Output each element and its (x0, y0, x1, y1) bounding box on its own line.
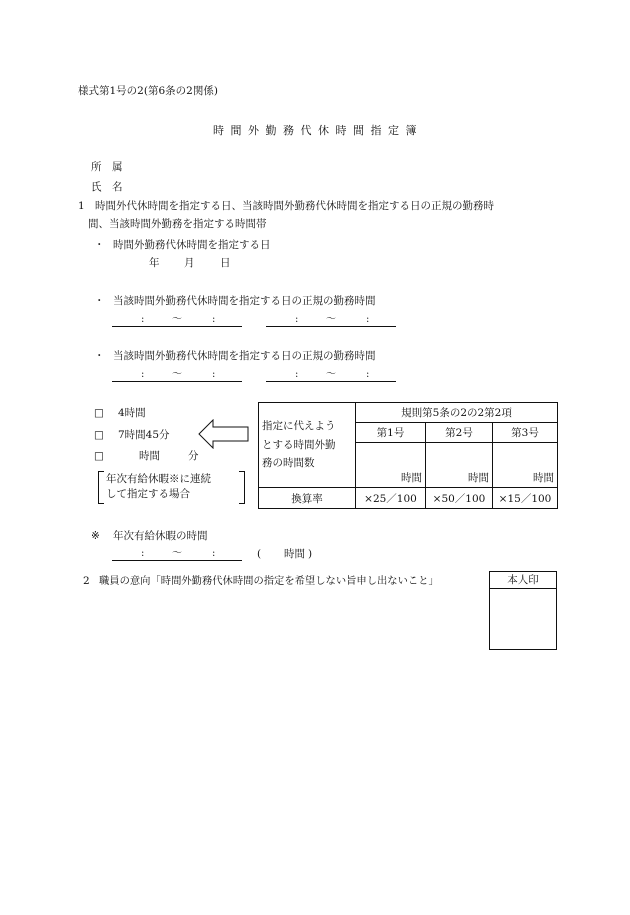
colon: : (212, 314, 216, 325)
hours-cell-item2[interactable]: 時間 (426, 443, 493, 488)
colon: : (366, 314, 370, 325)
note-line1: 年次有給休暇※に連続 (106, 473, 211, 485)
note-mark: ※ (91, 530, 100, 542)
option-custom-minutes-label: 分 (188, 450, 199, 462)
item2-label: 当該時間外勤務代休時間を指定する日の正規の勤務時間 (113, 295, 376, 307)
bullet-2: ・ (94, 295, 105, 307)
name-label: 氏 名 (91, 181, 123, 193)
time-range-field-3b[interactable] (266, 381, 396, 382)
col-item2-header: 第2号 (426, 423, 493, 443)
rate-label: 換算率 (259, 488, 356, 509)
annual-leave-label: 年次有給休暇の時間 (113, 530, 208, 542)
time-range-field-2a[interactable] (112, 326, 242, 327)
page-title: 時間外勤務代休時間指定簿 (213, 124, 423, 137)
option-7h45m-label: 7時間45分 (118, 429, 170, 441)
time-range-field-3a[interactable] (112, 381, 242, 382)
paren-open: ( (257, 548, 262, 560)
col-item3-header: 第3号 (493, 423, 558, 443)
tilde: 〜 (326, 314, 336, 325)
personal-seal-box[interactable] (489, 571, 557, 650)
regulation-header: 規則第5条の2の2第2項 (356, 403, 558, 423)
rate-item2: ×50／100 (426, 488, 493, 509)
note-bracket-left (98, 471, 104, 504)
section1-text-line2: 間、当該時間外勤務を指定する時間帯 (88, 218, 267, 230)
section2-number: 2 (83, 575, 90, 587)
note-bracket-right (239, 471, 245, 504)
rate-item1: ×25／100 (356, 488, 426, 509)
bullet-3: ・ (94, 350, 105, 362)
colon: : (212, 369, 216, 380)
option-custom-hours-label: 時間 (139, 450, 160, 462)
hours-cell-item3[interactable]: 時間 (493, 443, 558, 488)
hours-header-line3: 務の時間数 (262, 457, 315, 470)
item3-label: 当該時間外勤務代休時間を指定する日の正規の勤務時間 (113, 350, 376, 362)
hours-header-cell (259, 403, 356, 488)
checkbox-4h[interactable]: □ (94, 407, 104, 419)
arrow-left-icon (198, 419, 250, 449)
section1-number: 1 (78, 200, 85, 212)
colon: : (295, 314, 299, 325)
date-year-label: 年 (149, 257, 160, 269)
form-number: 様式第1号の2(第6条の2関係) (78, 85, 218, 97)
colon: : (141, 369, 145, 380)
annual-leave-hours-label: 時間 (284, 548, 305, 560)
hours-cell-item1[interactable]: 時間 (356, 443, 426, 488)
checkbox-7h45m[interactable]: □ (94, 429, 104, 441)
tilde: 〜 (172, 548, 182, 559)
section1-text-line1: 時間外代休時間を指定する日、当該時間外勤務代休時間を指定する日の正規の勤務時 (95, 200, 494, 212)
paren-close: ) (308, 548, 313, 560)
affiliation-label: 所 属 (91, 161, 123, 173)
hours-header-line1: 指定に代えよう (262, 420, 336, 433)
date-month-label: 月 (184, 257, 195, 269)
item1-label: 時間外勤務代休時間を指定する日 (113, 239, 271, 251)
colon: : (141, 314, 145, 325)
colon: : (141, 548, 145, 559)
checkbox-custom[interactable]: □ (94, 450, 104, 462)
hours-header-line2: とする時間外勤 (262, 438, 336, 451)
section2-text: 職員の意向「時間外勤務代休時間の指定を希望しない旨申し出ないこと」 (99, 575, 439, 587)
tilde: 〜 (326, 369, 336, 380)
rate-item3: ×15／100 (493, 488, 558, 509)
tilde: 〜 (172, 369, 182, 380)
time-range-field-2b[interactable] (266, 326, 396, 327)
colon: : (366, 369, 370, 380)
col-item1-header: 第1号 (356, 423, 426, 443)
date-day-label: 日 (220, 257, 231, 269)
tilde: 〜 (172, 314, 182, 325)
note-line2: して指定する場合 (106, 488, 190, 500)
conversion-rate-table (258, 402, 558, 509)
seal-label: 本人印 (490, 572, 556, 589)
annual-leave-time-field[interactable] (112, 560, 242, 561)
colon: : (295, 369, 299, 380)
bullet-1: ・ (94, 239, 105, 251)
option-4h-label: 4時間 (118, 407, 146, 419)
colon: : (212, 548, 216, 559)
